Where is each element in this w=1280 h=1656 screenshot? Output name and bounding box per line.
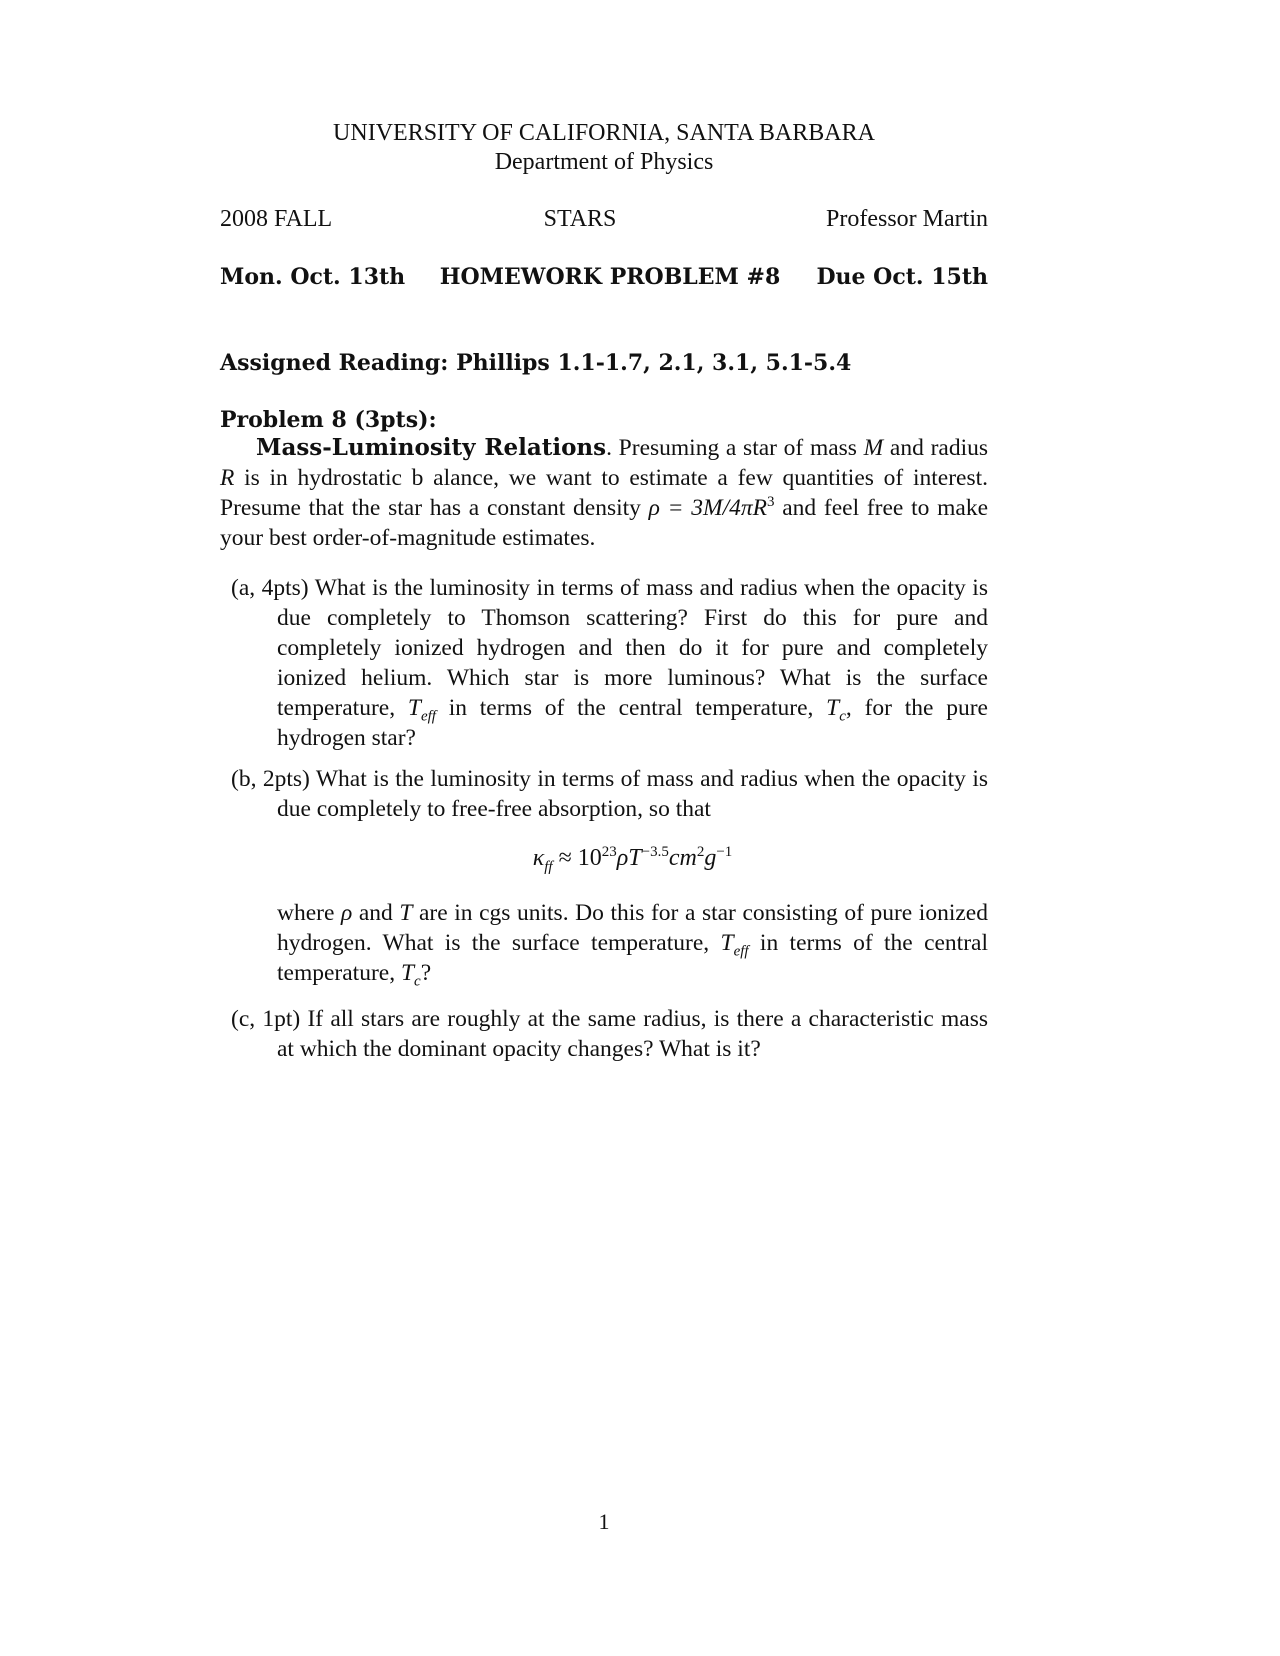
intro-text-3: is in hydrostatic b alance, we want to estimate a few quantities of interest. Presume that the star has a constant density (220, 465, 988, 521)
part-b-text-3: and (352, 900, 400, 926)
eq-exp-4: −1 (716, 844, 733, 860)
problem-intro (220, 433, 988, 553)
density-expression: ρ = 3M/4πR (648, 495, 767, 521)
assigned-reading (220, 348, 851, 378)
problem-lead: Mass-Luminosity Relations (256, 434, 607, 461)
density-exponent: 3 (767, 494, 775, 511)
eq-kappa: κ (532, 845, 545, 871)
assignment-title: HOMEWORK PROBLEM #8 (439, 264, 781, 290)
part-a-teff: T (407, 695, 421, 721)
reading-label: Assigned Reading: (220, 350, 449, 376)
eq-rho-t: ρT (616, 845, 642, 871)
university-name: UNIVERSITY OF CALIFORNIA, SANTA BARBARA (333, 120, 875, 146)
page-number: 1 (598, 1509, 610, 1534)
part-a (231, 573, 988, 753)
part-a-label: (a, 4pts) (231, 575, 309, 601)
part-a-tc: T (826, 695, 840, 721)
part-b-text-5: in terms of the central temperature, (277, 930, 988, 986)
part-b-t: T (399, 900, 413, 926)
part-b-tc: T (400, 960, 415, 986)
var-M: M (863, 435, 884, 461)
eq-g: g (704, 845, 717, 871)
reading-text: Phillips 1.1-1.7, 2.1, 3.1, 5.1-5.4 (456, 350, 852, 376)
eq-approx: ≈ 10 (552, 845, 602, 871)
part-b-label: (b, 2pts) (231, 766, 310, 792)
part-b-text-2: where (277, 900, 341, 926)
term: 2008 FALL (220, 206, 333, 232)
eq-exp-3: 2 (696, 844, 705, 860)
part-b-tc-sub: c (414, 973, 421, 990)
part-c (231, 1004, 988, 1064)
part-a-text-1: What is the luminosity in terms of mass and radius when the opacity is due completely to Thomson scattering? First do this for pure and completely ionized hydrogen and then do it for pure and completely ionized helium. Which star is more luminous? What is the surface temperature, (277, 575, 988, 721)
var-R: R (220, 465, 235, 491)
part-b-rho: ρ (340, 900, 353, 926)
professor: Professor Martin (826, 206, 988, 232)
part-b-teff: T (720, 930, 734, 956)
part-b-text-1: What is the luminosity in terms of mass and radius when the opacity is due completely to free-free absorption, so that (277, 766, 988, 822)
due-date: Due Oct. 15th (816, 264, 988, 290)
part-a-teff-sub: eff (420, 708, 436, 725)
part-b-continued (277, 898, 988, 988)
part-a-text-3: , for the pure hydrogen star? (277, 695, 988, 751)
part-a-tc-sub: c (839, 708, 846, 725)
eq-exp-1: 23 (601, 844, 617, 860)
part-b (231, 764, 988, 824)
eq-kappa-sub: ff (544, 858, 553, 875)
intro-text-4: and feel free to make your best order-of-magnitude estimates. (220, 495, 989, 551)
problem-title: Problem 8 (3pts): (220, 407, 437, 433)
part-b-teff-sub: eff (733, 943, 749, 960)
part-c-text: If all stars are roughly at the same radius, is there a characteristic mass at which the dominant opacity changes? What is it? (277, 1006, 988, 1062)
assigned-date: Mon. Oct. 13th (220, 264, 406, 290)
eq-cm: cm (668, 845, 697, 871)
eq-exp-2: −3.5 (641, 844, 669, 860)
course-name: STARS (543, 206, 617, 232)
intro-text-2: and radius (883, 435, 988, 461)
part-a-text-2: in terms of the central temperature, (435, 695, 827, 721)
part-c-label: (c, 1pt) (231, 1006, 301, 1032)
department-name: Department of Physics (494, 149, 714, 175)
part-b-text-4: are in cgs units. Do this for a star consisting of pure ionized hydrogen. What is the surface temperature, (277, 900, 988, 956)
opacity-equation (277, 843, 988, 873)
part-b-text-6: ? (420, 960, 432, 986)
intro-text-1: . Presuming a star of mass (606, 435, 864, 461)
